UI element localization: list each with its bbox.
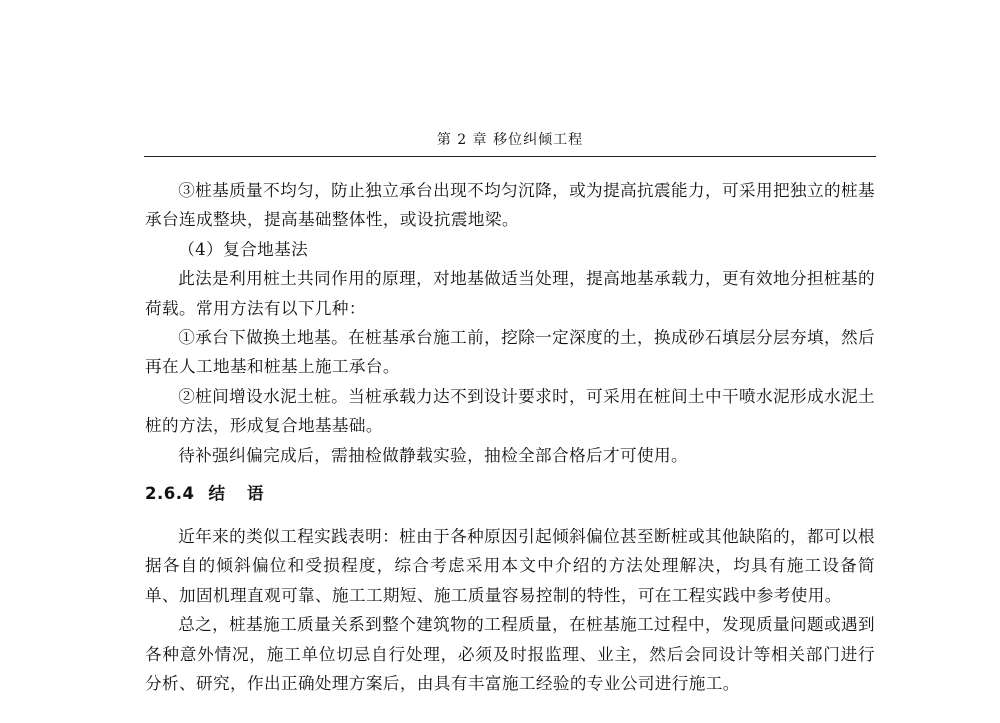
section-title: 结语 [208,484,286,504]
section-heading [145,482,875,506]
paragraph-conclusion: 总之，桩基施工质量关系到整个建筑物的工程质量，在桩基施工过程中，发现质量问题或遇到各种意外情况，施工单位切忌自行处理，必须及时报监理、业主，然后会同设计等相关部门进行分析、研究，作出正确处理方案后，由具有丰富施工经验的专业公司进行施工。 [145,615,875,694]
running-header: 第 2 章 移位纠倾工程 [436,132,584,148]
paragraph-static-load-test: 待补强纠偏完成后，需抽检做静载实验，抽检全部合格后才可使用。 [178,445,688,465]
paragraph-method-principle: 此法是利用桩土共同作用的原理，对地基做适当处理，提高地基承载力，更有效地分担桩基的荷载。常用方法有以下几种： [145,269,875,318]
paragraph-replacement-foundation: ①承台下做换土地基。在桩基承台施工前，挖除一定深度的土，换成砂石填层分层夯填，然后再在人工地基和桩基上施工承台。 [145,328,875,377]
paragraph-pile-quality: ③桩基质量不均匀，防止独立承台出现不均匀沉降，或为提高抗震能力，可采用把独立的桩基承台连成整块，提高基础整体性，或设抗震地梁。 [145,181,875,230]
paragraph-practice-summary: 近年来的类似工程实践表明：桩由于各种原因引起倾斜偏位甚至断桩或其他缺陷的，都可以根据各自的倾斜偏位和受损程度，综合考虑采用本文中介绍的方法处理解决，均具有施工设备简单、加固机理直观可靠、施工工期短、施工质量容易控制的特性，可在工程实践中参考使用。 [145,527,875,605]
section-number: 2.6.4 [145,484,195,504]
header-rule [144,156,876,157]
paragraph-cement-soil-pile: ②桩间增设水泥土桩。当桩承载力达不到设计要求时，可采用在桩间土中干喷水泥形成水泥土桩的方法，形成复合地基基础。 [145,386,875,436]
body-text [145,176,875,699]
subheading-composite-foundation: （4）复合地基法 [178,239,309,259]
